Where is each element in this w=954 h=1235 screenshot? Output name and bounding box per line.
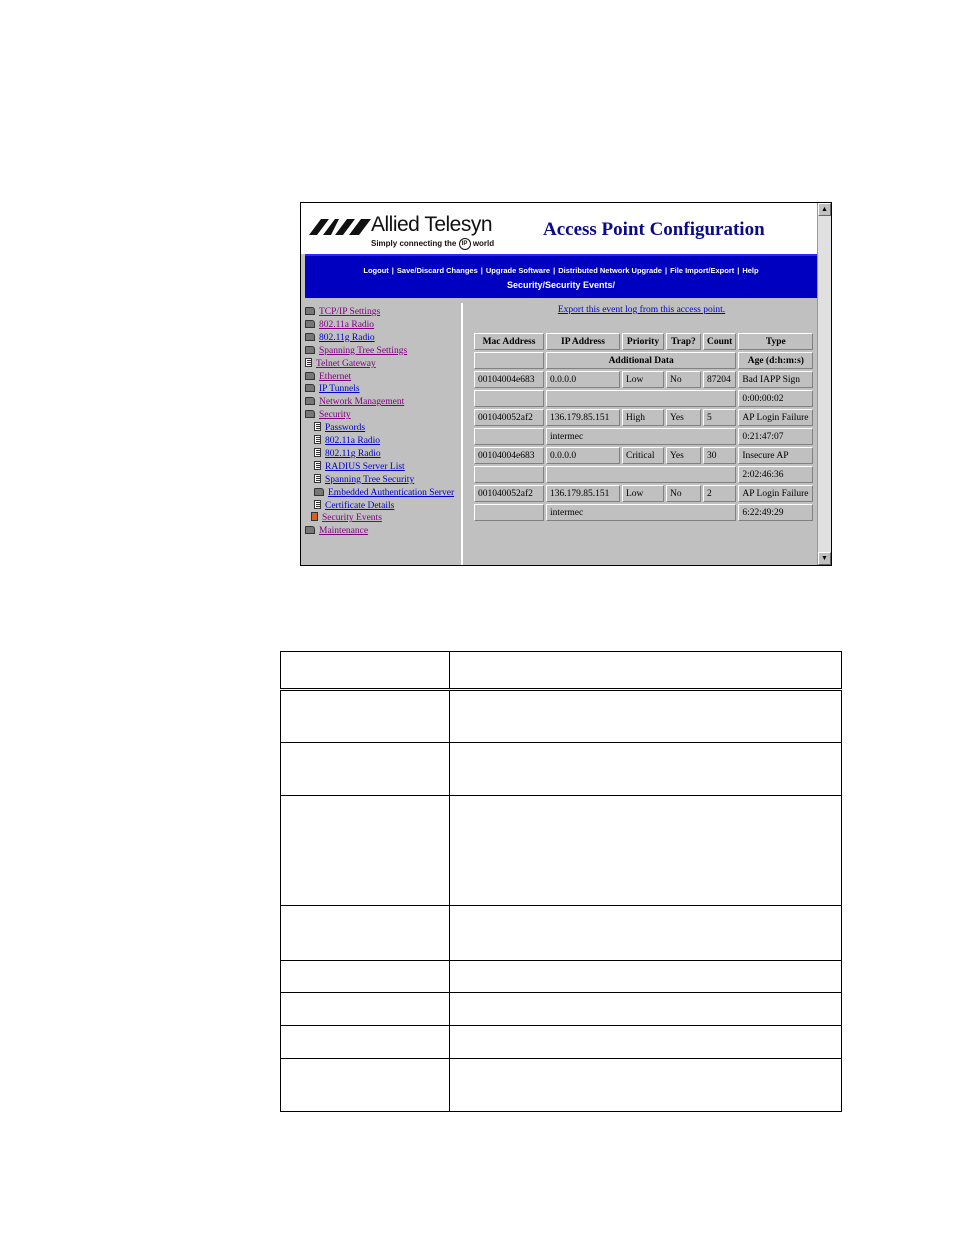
sidebar-item-label: 802.11g Radio	[325, 448, 381, 459]
table-cell	[281, 796, 450, 906]
table-cell: Yes	[666, 409, 701, 426]
sidebar-item[interactable]	[314, 474, 414, 487]
folder-icon	[305, 526, 315, 534]
sidebar-tree	[301, 303, 463, 565]
table-cell	[450, 961, 842, 993]
sidebar-item[interactable]	[305, 319, 374, 332]
table-row	[281, 1026, 842, 1059]
document-icon	[314, 500, 321, 509]
table-row	[281, 652, 842, 690]
sidebar-item-label: Network Management	[319, 397, 405, 408]
table-cell: 00104004e683	[474, 371, 544, 388]
sidebar-item-label: Embedded Authentication Server	[328, 487, 455, 498]
sidebar-item[interactable]	[314, 435, 380, 448]
table-cell: 87204	[703, 371, 736, 388]
sidebar-item-label: IP Tunnels	[319, 384, 360, 395]
save-discard-link[interactable]: Save/Discard Changes	[396, 266, 478, 275]
table-cell: Yes	[666, 447, 701, 464]
table-row	[474, 466, 813, 483]
brand-name: Allied Telesyn	[371, 213, 493, 236]
folder-icon	[305, 397, 315, 405]
table-cell: 001040052af2	[474, 409, 544, 426]
open-folder-icon	[305, 410, 315, 418]
table-row	[281, 993, 842, 1026]
folder-icon	[314, 488, 324, 496]
sidebar-item[interactable]	[311, 512, 382, 525]
table-cell	[281, 906, 450, 961]
distributed-upgrade-link[interactable]: Distributed Network Upgrade	[558, 266, 662, 275]
scroll-down-icon[interactable]: ▼	[818, 552, 831, 565]
table-cell: No	[666, 371, 701, 388]
nav-links: Logout | Save/Discard Changes | Upgrade Software | Distributed Network Upgrade | File Import/Export | Help	[363, 266, 759, 275]
security-events-table	[472, 331, 815, 523]
table-row	[281, 796, 842, 906]
table-cell: 0:00:00:02	[738, 390, 813, 407]
sidebar-item[interactable]	[305, 371, 351, 384]
table-cell: Low	[622, 485, 664, 502]
sidebar-item[interactable]	[314, 487, 454, 500]
column-header: IP Address	[546, 333, 620, 350]
top-navigation-bar	[305, 254, 817, 298]
table-cell: 5	[703, 409, 736, 426]
folder-icon	[305, 346, 315, 354]
sidebar-item[interactable]	[305, 383, 360, 396]
table-cell: Low	[622, 371, 664, 388]
column-header: Count	[703, 333, 736, 350]
column-header: Age (d:h:m:s)	[738, 352, 813, 369]
table-cell: intermec	[546, 504, 736, 521]
active-document-icon	[311, 512, 318, 521]
tagline-text: world	[472, 239, 495, 249]
table-cell	[281, 961, 450, 993]
sidebar-item-label: Ethernet	[319, 371, 352, 382]
table-row	[474, 447, 813, 464]
document-icon	[314, 448, 321, 457]
help-link[interactable]: Help	[742, 266, 759, 275]
allied-telesyn-logo-icon	[309, 218, 371, 236]
column-header: Priority	[622, 333, 664, 350]
table-cell: AP Login Failure	[738, 485, 813, 502]
export-log-link[interactable]: Export this event log from this access point.	[557, 305, 726, 315]
sidebar-item-label: 802.11a Radio	[325, 436, 381, 446]
document-icon	[314, 422, 321, 431]
table-cell: 00104004e683	[474, 447, 544, 464]
sidebar-item-label: Certificate Details	[325, 500, 395, 511]
table-cell	[281, 1059, 450, 1112]
main-content	[466, 303, 817, 565]
table-row	[474, 504, 813, 521]
column-header: Mac Address	[474, 333, 544, 350]
sidebar-item[interactable]	[314, 500, 394, 513]
table-cell: Bad IAPP Sign	[738, 371, 813, 388]
document-icon	[314, 435, 321, 444]
table-cell	[450, 993, 842, 1026]
table-cell: 0.0.0.0	[546, 371, 620, 388]
table-cell: 001040052af2	[474, 485, 544, 502]
document-icon	[305, 358, 312, 367]
sidebar-item[interactable]	[314, 422, 365, 435]
column-header: Additional Data	[546, 352, 736, 369]
column-header: Type	[738, 333, 813, 350]
table-row	[281, 690, 842, 743]
table-cell: 0.0.0.0	[546, 447, 620, 464]
table-row	[474, 428, 813, 445]
sidebar-item[interactable]	[305, 345, 407, 358]
table-row	[281, 1059, 842, 1112]
table-cell	[450, 743, 842, 796]
breadcrumb: Security/Security Events/	[506, 280, 616, 290]
table-cell	[450, 1026, 842, 1059]
page-title: Access Point Configuration	[543, 219, 765, 240]
table-cell: 0:21:47:07	[738, 428, 813, 445]
ip-logo-icon: IP	[459, 238, 471, 250]
table-cell: Insecure AP	[738, 447, 813, 464]
table-cell	[281, 1026, 450, 1059]
column-header: Trap?	[666, 333, 701, 350]
table-row	[474, 485, 813, 502]
table-cell: AP Login Failure	[738, 409, 813, 426]
sidebar-item-label: Security	[319, 410, 351, 421]
logout-link[interactable]: Logout	[363, 266, 389, 275]
table-cell	[281, 743, 450, 796]
table-cell	[450, 690, 842, 743]
table-cell	[450, 652, 842, 690]
table-cell: No	[666, 485, 701, 502]
table-cell: Critical	[622, 447, 664, 464]
table-cell: 6:22:49:29	[738, 504, 813, 521]
table-row	[281, 961, 842, 993]
table-header-row	[474, 333, 813, 350]
sidebar-item-label: Maintenance	[319, 526, 369, 537]
table-cell	[450, 796, 842, 906]
header-banner	[301, 203, 817, 254]
brand-tagline	[371, 238, 494, 250]
scroll-up-icon[interactable]: ▲	[818, 203, 831, 216]
table-cell: High	[622, 409, 664, 426]
table-row	[474, 390, 813, 407]
sidebar-item[interactable]	[305, 396, 404, 409]
tagline-text: Simply connecting the	[371, 239, 457, 249]
table-cell: 2:02:46:36	[738, 466, 813, 483]
sidebar-item[interactable]	[305, 358, 376, 371]
vertical-scrollbar[interactable]	[817, 203, 831, 565]
table-row	[474, 409, 813, 426]
sidebar-item-label: 802.11a Radio	[319, 319, 375, 330]
sidebar-item[interactable]	[305, 409, 351, 422]
sidebar-item-label: Security Events	[322, 513, 382, 524]
sidebar-item-label: Spanning Tree Security	[325, 474, 415, 485]
file-import-export-link[interactable]: File Import/Export	[670, 266, 735, 275]
table-cell: 30	[703, 447, 736, 464]
sidebar-item[interactable]	[305, 332, 375, 345]
sidebar-item[interactable]	[314, 448, 381, 461]
sidebar-item-label: 802.11g Radio	[319, 332, 375, 343]
table-header-row	[474, 352, 813, 369]
table-cell: 136.179.85.151	[546, 409, 620, 426]
table-cell: 2	[703, 485, 736, 502]
sidebar-item[interactable]	[305, 525, 368, 538]
table-cell	[474, 352, 544, 369]
sidebar-item[interactable]	[314, 461, 405, 474]
sidebar-item-label: TCP/IP Settings	[319, 307, 381, 317]
table-cell	[281, 993, 450, 1026]
document-icon	[314, 474, 321, 483]
folder-icon	[305, 333, 315, 341]
table-row	[281, 906, 842, 961]
sidebar-item-label: Spanning Tree Settings	[319, 345, 408, 356]
table-cell	[474, 390, 544, 407]
folder-icon	[305, 372, 315, 380]
table-row	[474, 371, 813, 388]
field-description-table	[280, 651, 842, 1112]
folder-icon	[305, 307, 315, 315]
sidebar-item-label: Passwords	[325, 423, 366, 434]
sidebar-item-label: RADIUS Server List	[325, 461, 405, 472]
table-cell: 136.179.85.151	[546, 485, 620, 502]
browser-window	[300, 202, 832, 566]
table-cell	[450, 906, 842, 961]
table-cell	[450, 1059, 842, 1112]
document-icon	[314, 461, 321, 470]
folder-icon	[305, 384, 315, 392]
table-cell	[546, 390, 736, 407]
table-row	[281, 743, 842, 796]
table-cell	[474, 504, 544, 521]
sidebar-item-label: Telnet Gateway	[316, 358, 376, 369]
folder-icon	[305, 320, 315, 328]
table-cell	[546, 466, 736, 483]
table-cell	[474, 428, 544, 445]
upgrade-software-link[interactable]: Upgrade Software	[485, 266, 551, 275]
table-cell: intermec	[546, 428, 736, 445]
table-cell	[281, 652, 450, 690]
table-cell	[281, 690, 450, 743]
table-cell	[474, 466, 544, 483]
sidebar-item[interactable]	[305, 306, 380, 319]
